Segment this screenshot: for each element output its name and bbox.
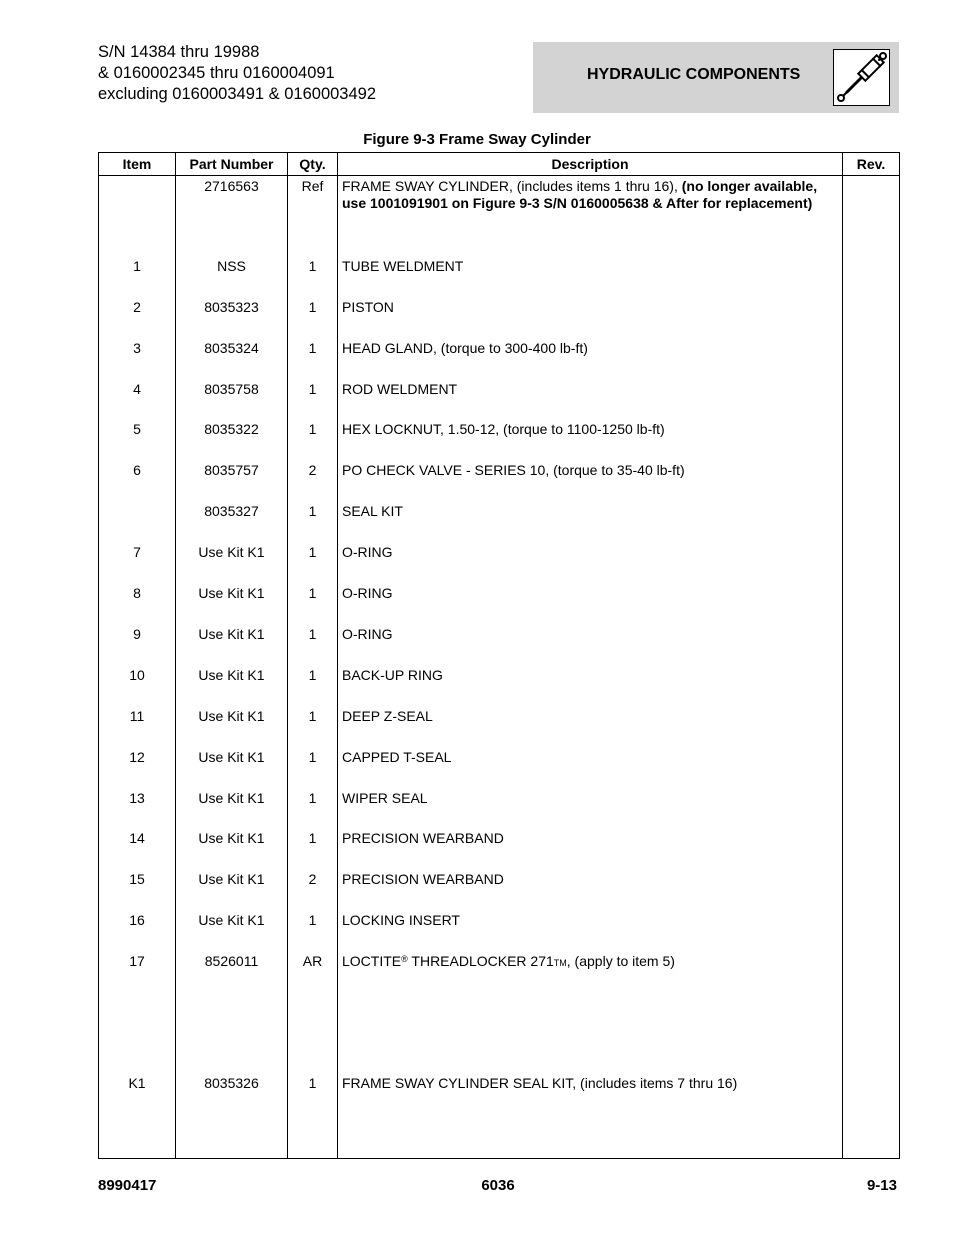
description-cell: FRAME SWAY CYLINDER SEAL KIT, (includes items 7 thru 16) — [338, 1075, 843, 1116]
table-row — [99, 953, 900, 994]
part-number-cell: 8035323 — [176, 299, 288, 340]
part-number-cell: Use Kit K1 — [176, 871, 288, 912]
rev-cell — [843, 626, 900, 667]
rev-cell — [843, 340, 900, 381]
item-cell: 16 — [99, 912, 176, 953]
rev-cell — [843, 912, 900, 953]
description-text: , (apply to item 5) — [566, 953, 675, 970]
item-cell: 6 — [99, 462, 176, 503]
item-cell: 9 — [99, 626, 176, 667]
item-cell: 5 — [99, 421, 176, 462]
serial-line: S/N 14384 thru 19988 — [98, 43, 260, 61]
qty-cell: 1 — [288, 299, 338, 340]
description-cell: WIPER SEAL — [338, 790, 843, 831]
rev-cell — [843, 299, 900, 340]
table-row — [99, 299, 900, 340]
part-number-cell: 8035758 — [176, 381, 288, 422]
part-number-cell: 8035327 — [176, 503, 288, 544]
table-row — [99, 585, 900, 626]
item-cell: 7 — [99, 544, 176, 585]
item-cell: 1 — [99, 258, 176, 299]
item-cell — [99, 503, 176, 544]
qty-cell: 1 — [288, 258, 338, 299]
qty-cell: 1 — [288, 912, 338, 953]
column-header-rev: Rev. — [843, 153, 900, 176]
qty-cell: 1 — [288, 667, 338, 708]
item-cell: 13 — [99, 790, 176, 831]
rev-cell — [843, 871, 900, 912]
table-row — [99, 667, 900, 708]
qty-cell: 1 — [288, 503, 338, 544]
table-row — [99, 912, 900, 953]
qty-cell: 1 — [288, 1075, 338, 1116]
description-cell: HEAD GLAND, (torque to 300-400 lb-ft) — [338, 340, 843, 381]
filler-row — [99, 1116, 900, 1158]
description-cell: DEEP Z-SEAL — [338, 708, 843, 749]
parts-table — [98, 152, 900, 1159]
description-cell: TUBE WELDMENT — [338, 258, 843, 299]
section-header — [533, 42, 899, 113]
serial-line: & 0160002345 thru 0160004091 — [98, 64, 335, 82]
rev-cell — [843, 544, 900, 585]
rev-cell — [843, 381, 900, 422]
qty-cell: 2 — [288, 871, 338, 912]
qty-cell: AR — [288, 953, 338, 994]
rev-cell — [843, 176, 900, 258]
qty-cell: 1 — [288, 340, 338, 381]
footer-document-number: 8990417 — [98, 1177, 157, 1194]
rev-cell — [843, 790, 900, 831]
description-cell: PRECISION WEARBAND — [338, 830, 843, 871]
figure-title: Figure 9-3 Frame Sway Cylinder — [363, 131, 591, 148]
item-cell: 17 — [99, 953, 176, 994]
part-number-cell: Use Kit K1 — [176, 544, 288, 585]
table-row — [99, 503, 900, 544]
description-cell: CAPPED T-SEAL — [338, 749, 843, 790]
item-cell: 15 — [99, 871, 176, 912]
description-cell: BACK-UP RING — [338, 667, 843, 708]
spacer-row — [99, 994, 900, 1075]
serial-number-block — [98, 42, 376, 105]
description-cell: ROD WELDMENT — [338, 381, 843, 422]
serial-line: excluding 0160003491 & 0160003492 — [98, 85, 377, 103]
table-row — [99, 381, 900, 422]
section-title: HYDRAULIC COMPONENTS — [587, 66, 801, 83]
footer-model-number: 6036 — [481, 1177, 515, 1194]
table-row — [99, 830, 900, 871]
description-text: LOCTITE — [342, 953, 402, 970]
item-cell: 3 — [99, 340, 176, 381]
table-row — [99, 749, 900, 790]
part-number-cell: 8035324 — [176, 340, 288, 381]
part-number-cell: 8035322 — [176, 421, 288, 462]
rev-cell — [843, 708, 900, 749]
table-row — [99, 626, 900, 667]
qty-cell: 1 — [288, 830, 338, 871]
column-header-description: Description — [338, 153, 843, 176]
table-row — [99, 340, 900, 381]
table-row — [99, 176, 900, 258]
qty-cell: Ref — [288, 176, 338, 258]
part-number-cell: Use Kit K1 — [176, 912, 288, 953]
table-row — [99, 708, 900, 749]
description-cell: O-RING — [338, 544, 843, 585]
qty-cell: 1 — [288, 381, 338, 422]
column-header-part-number: Part Number — [176, 153, 288, 176]
qty-cell: 1 — [288, 626, 338, 667]
trademark-mark: TM — [553, 958, 567, 969]
table-row — [99, 544, 900, 585]
rev-cell — [843, 421, 900, 462]
registered-mark: ® — [401, 954, 408, 965]
table-row — [99, 790, 900, 831]
rev-cell — [843, 462, 900, 503]
rev-cell — [843, 953, 900, 994]
part-number-cell: Use Kit K1 — [176, 585, 288, 626]
rev-cell — [843, 830, 900, 871]
replacement-note: (no longer available, use 1001091901 on Figure 9-3 S/N 0160005638 & After for replacement) — [342, 178, 818, 211]
table-row — [99, 1075, 900, 1116]
part-number-cell: 8035326 — [176, 1075, 288, 1116]
part-number-cell: Use Kit K1 — [176, 626, 288, 667]
description-cell: HEX LOCKNUT, 1.50-12, (torque to 1100-1250 lb-ft) — [338, 421, 843, 462]
description-cell — [338, 953, 843, 994]
part-number-cell: Use Kit K1 — [176, 830, 288, 871]
qty-cell: 1 — [288, 421, 338, 462]
description-cell: O-RING — [338, 585, 843, 626]
description-cell: PO CHECK VALVE - SERIES 10, (torque to 35-40 lb-ft) — [338, 462, 843, 503]
table-row — [99, 462, 900, 503]
part-number-cell: Use Kit K1 — [176, 667, 288, 708]
description-cell: PRECISION WEARBAND — [338, 871, 843, 912]
description-cell: PISTON — [338, 299, 843, 340]
rev-cell — [843, 1075, 900, 1116]
item-cell — [99, 176, 176, 258]
rev-cell — [843, 667, 900, 708]
rev-cell — [843, 585, 900, 626]
description-text: THREADLOCKER 271 — [407, 953, 554, 970]
table-row — [99, 421, 900, 462]
qty-cell: 2 — [288, 462, 338, 503]
item-cell: 8 — [99, 585, 176, 626]
item-cell: 10 — [99, 667, 176, 708]
part-number-cell: 2716563 — [176, 176, 288, 258]
part-number-cell: Use Kit K1 — [176, 790, 288, 831]
qty-cell: 1 — [288, 749, 338, 790]
part-number-cell: NSS — [176, 258, 288, 299]
description-cell — [338, 176, 843, 258]
part-number-cell: Use Kit K1 — [176, 749, 288, 790]
table-row — [99, 871, 900, 912]
footer-page-number: 9-13 — [866, 1177, 897, 1194]
table-header-row — [99, 153, 900, 176]
description-cell: O-RING — [338, 626, 843, 667]
column-header-qty: Qty. — [288, 153, 338, 176]
rev-cell — [843, 749, 900, 790]
item-cell: 4 — [99, 381, 176, 422]
description-text: FRAME SWAY CYLINDER, (includes items 1 thru 16), — [342, 178, 678, 194]
rev-cell — [843, 503, 900, 544]
description-cell: SEAL KIT — [338, 503, 843, 544]
item-cell: 14 — [99, 830, 176, 871]
part-number-cell: 8526011 — [176, 953, 288, 994]
description-cell: LOCKING INSERT — [338, 912, 843, 953]
item-cell: K1 — [99, 1075, 176, 1116]
part-number-cell: Use Kit K1 — [176, 708, 288, 749]
table-row — [99, 258, 900, 299]
qty-cell: 1 — [288, 708, 338, 749]
qty-cell: 1 — [288, 790, 338, 831]
item-cell: 11 — [99, 708, 176, 749]
part-number-cell: 8035757 — [176, 462, 288, 503]
qty-cell: 1 — [288, 544, 338, 585]
column-header-item: Item — [99, 153, 176, 176]
qty-cell: 1 — [288, 585, 338, 626]
item-cell: 12 — [99, 749, 176, 790]
rev-cell — [843, 258, 900, 299]
item-cell: 2 — [99, 299, 176, 340]
hydraulic-cylinder-icon — [833, 49, 890, 106]
